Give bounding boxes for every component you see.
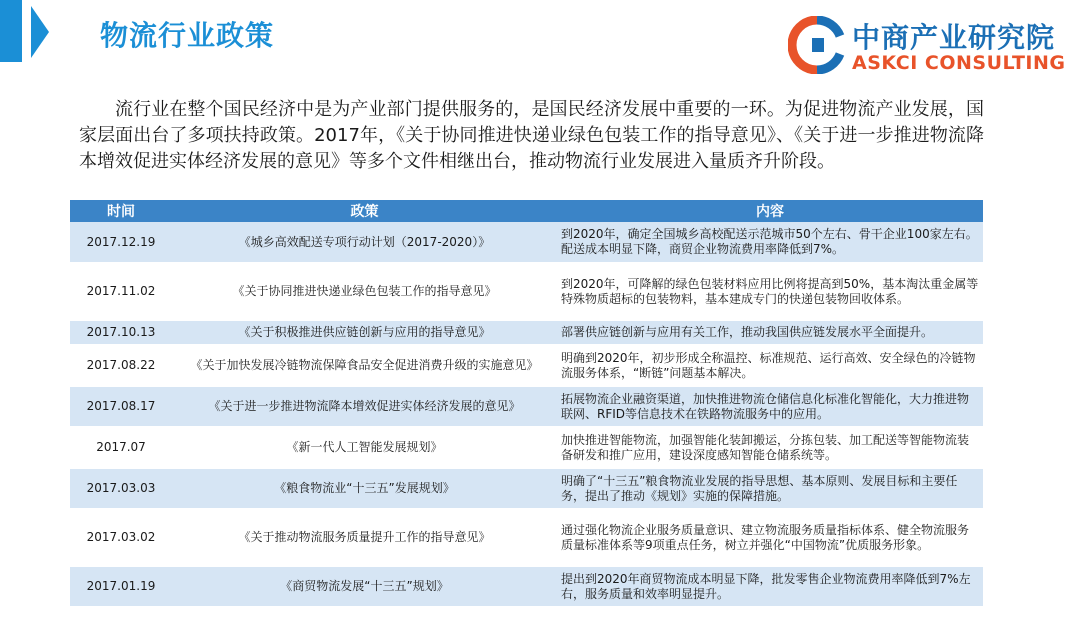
- cell-policy: 《粮食物流业“十三五”发展规划》: [172, 468, 557, 509]
- cell-date: 2017.12.19: [70, 222, 172, 263]
- logo-mark-icon: [788, 16, 846, 74]
- logo-text-cn: 中商产业研究院: [852, 21, 1056, 54]
- intro-paragraph: 流行业在整个国民经济中是为产业部门提供服务的，是国民经济发展中重要的一环。为促进物流产业发展，国家层面出台了多项扶持政策。2017年，《关于协同推进快递业绿色包装工作的指导意见》、《关于进一步推进物流降本增效促进实体经济发展的意见》等多个文件相继出台，推动物流行业发展进入量质齐升阶段。: [79, 99, 984, 172]
- cell-content: 拓展物流企业融资渠道，加快推进物流仓储信息化标准化智能化，大力推进物联网、RFID等信息技术在铁路物流服务中的应用。: [557, 386, 983, 427]
- cell-content: 通过强化物流企业服务质量意识、建立物流服务质量指标体系、健全物流服务质量标准体系等9项重点任务，树立并强化“中国物流”优质服务形象。: [557, 509, 983, 566]
- cell-content: 加快推进智能物流，加强智能化装卸搬运，分拣包装、加工配送等智能物流装备研发和推广应用，建设深度感知智能仓储系统等。: [557, 427, 983, 468]
- column-header-date: 时间: [70, 200, 172, 222]
- page-title: 物流行业政策: [100, 19, 275, 52]
- table-row: [70, 320, 983, 345]
- company-logo: [788, 12, 1078, 78]
- table-row: [70, 566, 983, 607]
- cell-date: 2017.01.19: [70, 566, 172, 607]
- cell-policy: 《新一代人工智能发展规划》: [172, 427, 557, 468]
- policy-table: [70, 200, 983, 608]
- table-row: [70, 263, 983, 320]
- cell-date: 2017.03.02: [70, 509, 172, 566]
- cell-content: 到2020年，可降解的绿色包装材料应用比例将提高到50%，基本淘汰重金属等特殊物质超标的包装物料，基本建成专门的快递包装物回收体系。: [557, 263, 983, 320]
- cell-policy: 《关于加快发展冷链物流保障食品安全促进消费升级的实施意见》: [172, 345, 557, 386]
- cell-content: 明确到2020年，初步形成全称温控、标准规范、运行高效、安全绿色的冷链物流服务体系，“断链”问题基本解决。: [557, 345, 983, 386]
- column-header-policy: 政策: [172, 200, 557, 222]
- cell-policy: 《关于协同推进快递业绿色包装工作的指导意见》: [172, 263, 557, 320]
- cell-date: 2017.07: [70, 427, 172, 468]
- table-row: [70, 386, 983, 427]
- cell-date: 2017.11.02: [70, 263, 172, 320]
- header-accent-bar: [0, 0, 22, 62]
- table-row: [70, 427, 983, 468]
- cell-date: 2017.08.22: [70, 345, 172, 386]
- cell-date: 2017.10.13: [70, 320, 172, 345]
- cell-content: 部署供应链创新与应用有关工作，推动我国供应链发展水平全面提升。: [557, 320, 983, 345]
- cell-policy: 《商贸物流发展“十三五”规划》: [172, 566, 557, 607]
- column-header-content: 内容: [557, 200, 983, 222]
- table-row: [70, 345, 983, 386]
- cell-date: 2017.08.17: [70, 386, 172, 427]
- table-row: [70, 509, 983, 566]
- cell-policy: 《关于积极推进供应链创新与应用的指导意见》: [172, 320, 557, 345]
- cell-content: 到2020年，确定全国城乡高校配送示范城市50个左右、骨干企业100家左右。配送成本明显下降，商贸企业物流费用率降低到7%。: [557, 222, 983, 263]
- cell-date: 2017.03.03: [70, 468, 172, 509]
- table-header-row: [70, 200, 983, 222]
- cell-policy: 《关于推动物流服务质量提升工作的指导意见》: [172, 509, 557, 566]
- table-row: [70, 222, 983, 263]
- logo-text-en: ASKCI CONSULTING: [852, 52, 1066, 74]
- table-row: [70, 468, 983, 509]
- chevron-right-icon: [31, 6, 49, 58]
- cell-content: 明确了“十三五”粮食物流业发展的指导思想、基本原则、发展目标和主要任务，提出了推动《规划》实施的保障措施。: [557, 468, 983, 509]
- cell-policy: 《城乡高效配送专项行动计划（2017-2020）》: [172, 222, 557, 263]
- cell-policy: 《关于进一步推进物流降本增效促进实体经济发展的意见》: [172, 386, 557, 427]
- cell-content: 提出到2020年商贸物流成本明显下降，批发零售企业物流费用率降低到7%左右，服务质量和效率明显提升。: [557, 566, 983, 607]
